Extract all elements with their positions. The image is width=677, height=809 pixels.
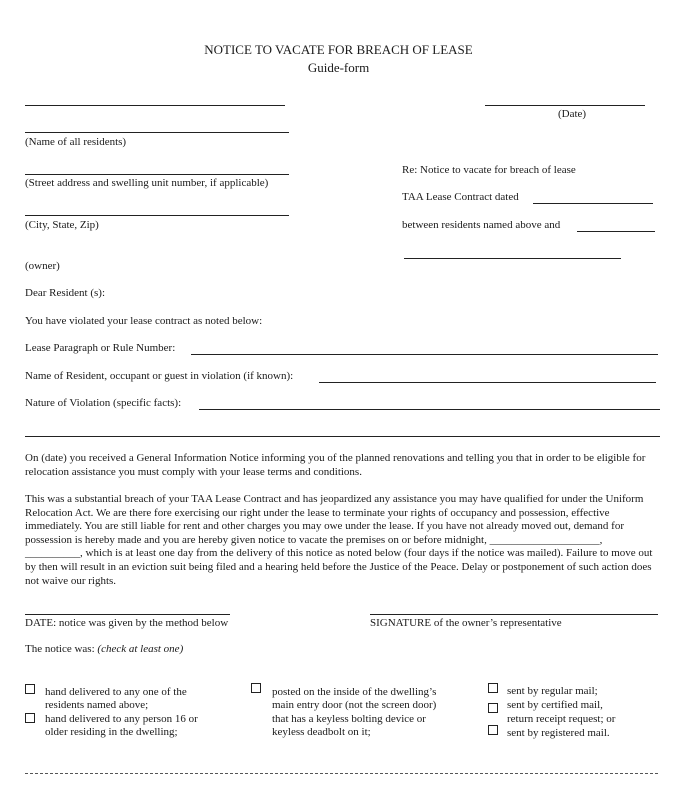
breach-text-a: This was a substantial breach of your TAA Lease Contract and has jeopardized any assistance you may have qualified for under the Uniform Relocation Act. We are there fore exercising our right under the lease to terminate your rights of occupancy and possession, effective immediately. You are still liable for rent and other charges you may owe under the lease. If you have not already moved out, demand for possession is hereby made and you are hereby given notice to vacate the premises on or before midnight,: [25, 493, 644, 546]
method-intro-note: (check at least one): [97, 643, 184, 655]
col1-item1-line1: hand delivered to any one of the: [45, 686, 187, 698]
comma: ,: [599, 533, 603, 546]
owner-name-blank[interactable]: [404, 258, 621, 259]
signature-label: [370, 617, 562, 630]
names-label: (Name of all residents): [25, 136, 127, 148]
resident-violation-label: Name of Resident, occupant or guest in violation (if known):: [25, 370, 294, 382]
residents-blank-line-2[interactable]: [25, 132, 289, 133]
hand-delivered-resident-checkbox[interactable]: [25, 684, 35, 694]
owner-label: (owner): [25, 260, 60, 272]
resident-violation-blank[interactable]: [319, 382, 656, 383]
lease-paragraph-label: Lease Paragraph or Rule Number:: [25, 342, 176, 354]
street-blank-line[interactable]: [25, 174, 289, 175]
contract-label: TAA Lease Contract dated: [402, 191, 519, 203]
registered-mail-checkbox[interactable]: [488, 725, 498, 735]
col2-line4: keyless deadbolt on it;: [272, 726, 371, 738]
between-owner-blank[interactable]: [577, 231, 655, 232]
owner-signature-line[interactable]: [370, 614, 658, 615]
col2-line1: posted on the inside of the dwelling’s: [272, 686, 437, 698]
residents-blank-line-1[interactable]: [25, 105, 285, 106]
date-signature-line[interactable]: [25, 614, 230, 615]
breach-text-b: , which is at least one day from the delivery of this notice as noted below (four days if the notice was mailed). Failure to move out by then will result in an eviction suit being filed and a hearing held before the Justice of the Peace. Delay or postponement of such action does not waive our rights.: [25, 547, 653, 587]
col1-item2-line2: older residing in the dwelling;: [45, 726, 178, 738]
move-out-date-blank[interactable]: ____________________: [489, 533, 600, 546]
salutation: Dear Resident (s):: [25, 287, 106, 299]
lease-paragraph-blank[interactable]: [191, 354, 658, 355]
violated-text: You have violated your lease contract as noted below:: [25, 315, 263, 327]
col3-return-receipt: return receipt request; or: [507, 713, 616, 725]
date-blank-line[interactable]: [485, 105, 645, 106]
method-intro-text: The notice was:: [25, 643, 95, 655]
nature-blank-1[interactable]: [199, 409, 660, 410]
city-blank-line[interactable]: [25, 215, 289, 216]
document-subtitle: Guide-form: [307, 60, 370, 75]
contract-date-blank[interactable]: [533, 203, 653, 204]
paragraph-breach: [25, 493, 657, 588]
paragraph-general-notice: On (date) you received a General Information Notice informing you of the planned renovations and telling you that in order to be eligible for relocation assistance you must comply with your lease terms and conditions.: [25, 452, 646, 478]
hand-delivered-person16-checkbox[interactable]: [25, 713, 35, 723]
col1-item2-line1: hand delivered to any person 16 or: [45, 713, 198, 725]
date-rest: : notice was given by the method below: [53, 617, 229, 629]
nature-blank-2[interactable]: [25, 436, 660, 437]
document-title: NOTICE TO VACATE FOR BREACH OF LEASE: [204, 42, 473, 57]
col2-line2: main entry door (not the screen door): [272, 699, 437, 711]
posted-inside-door-checkbox[interactable]: [251, 683, 261, 693]
city-label: (City, State, Zip): [25, 219, 99, 231]
date-word: DATE: [25, 617, 54, 629]
move-out-year-blank[interactable]: __________: [25, 547, 80, 560]
between-label: between residents named above and: [402, 219, 561, 231]
col1-item1-line2: residents named above;: [45, 699, 149, 711]
col3-registered-mail: sent by registered mail.: [507, 727, 610, 739]
col2-line3: that has a keyless bolting device or: [272, 713, 426, 725]
certified-mail-checkbox[interactable]: [488, 703, 498, 713]
col3-certified-mail: sent by certified mail,: [507, 699, 603, 711]
signature-rest: of the owner’s representative: [431, 617, 562, 629]
signature-word: SIGNATURE: [370, 617, 432, 629]
regular-mail-checkbox[interactable]: [488, 683, 498, 693]
street-label: (Street address and swelling unit number, if applicable): [25, 177, 269, 189]
date-given-label: [25, 617, 228, 630]
re-label: Re: Notice to vacate for breach of lease: [402, 164, 576, 176]
cut-line-divider: [25, 773, 658, 774]
method-intro: [25, 643, 183, 656]
nature-label: Nature of Violation (specific facts):: [25, 397, 182, 409]
col3-regular-mail: sent by regular mail;: [507, 685, 598, 697]
date-label: (Date): [558, 108, 587, 120]
